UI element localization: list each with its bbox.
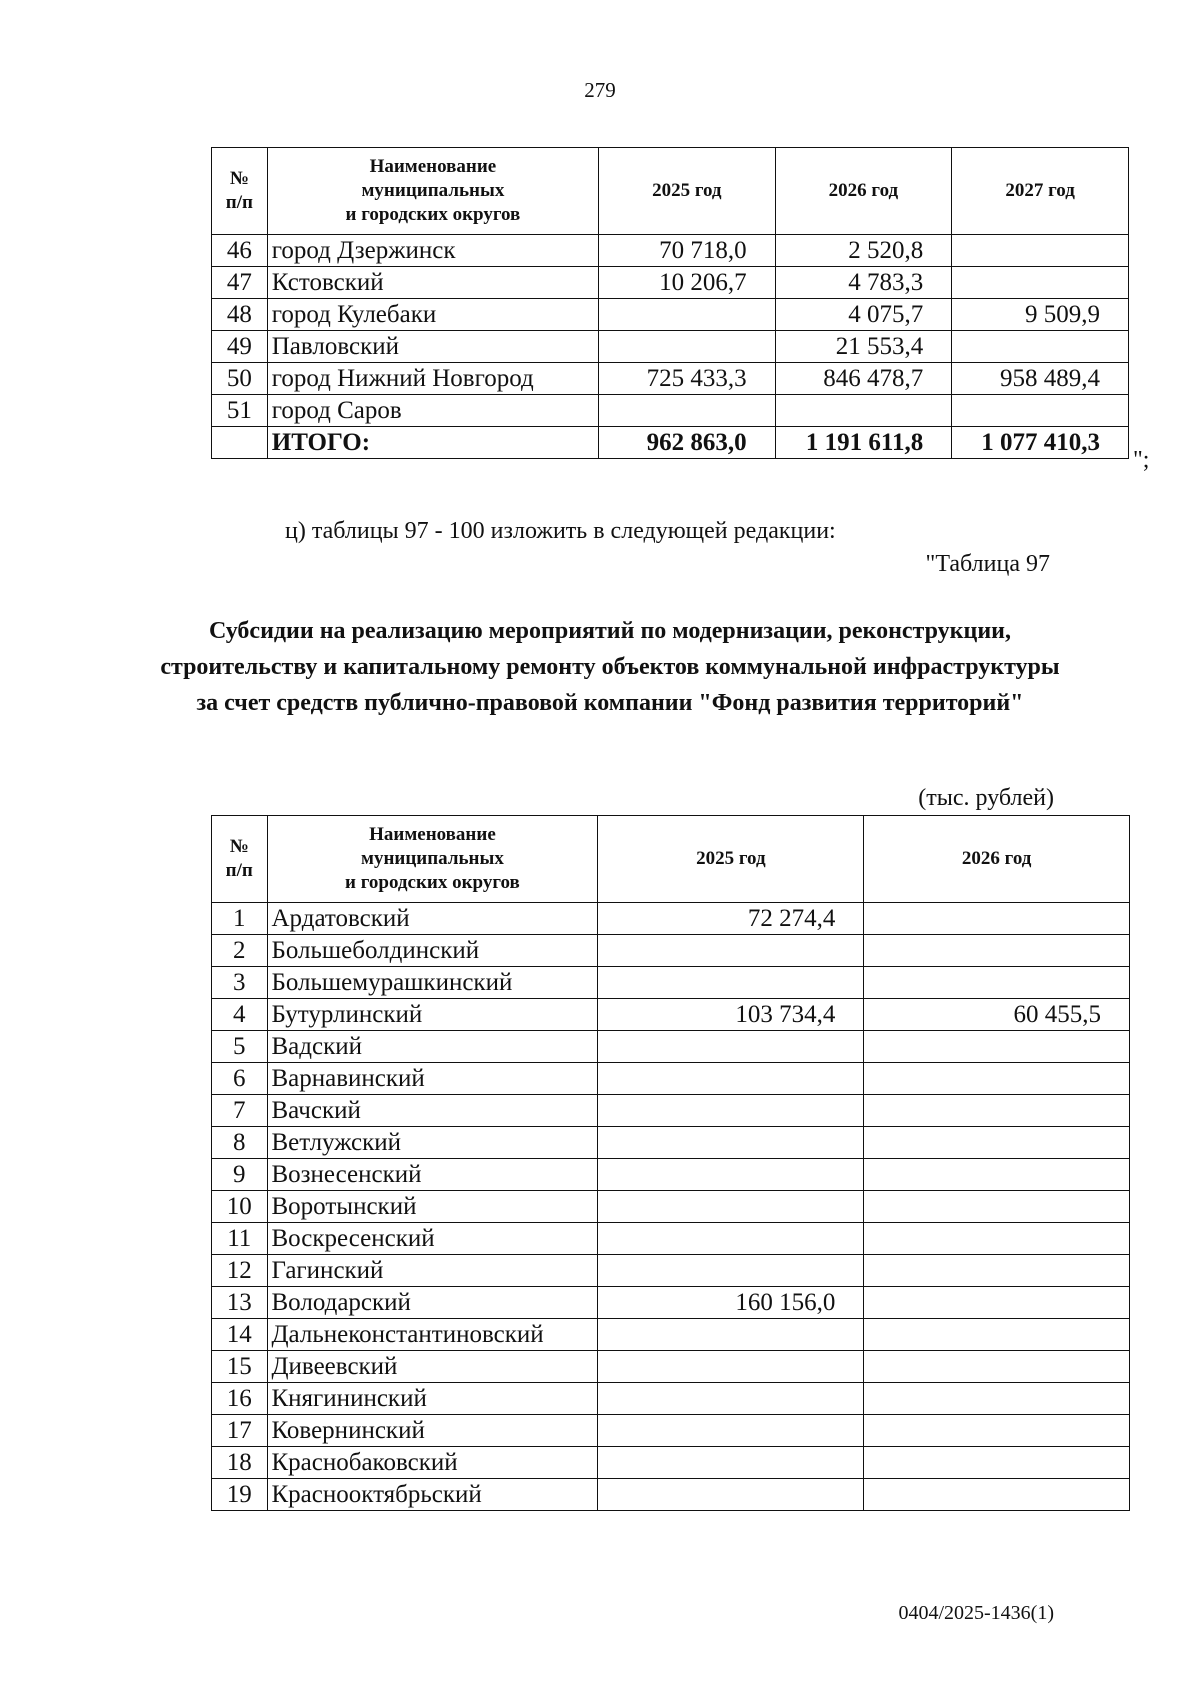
table-row [212, 1287, 1130, 1319]
value-2026 [864, 1319, 1130, 1351]
municipality-name: Бутурлинский [267, 999, 598, 1031]
col-name-header [267, 148, 598, 235]
municipality-name: город Кулебаки [267, 299, 598, 331]
table-row [212, 299, 1129, 331]
value-2025: 103 734,4 [598, 999, 864, 1031]
col-number-header [212, 816, 268, 903]
table-row [212, 267, 1129, 299]
col-name-label: Наименование муниципальных и городских округов [345, 824, 520, 893]
table-row [212, 1223, 1130, 1255]
value-2025 [599, 331, 776, 363]
value-2026: 846 478,7 [775, 363, 952, 395]
row-number: 51 [212, 395, 268, 427]
units-label: (тыс. рублей) [918, 785, 1054, 811]
table-row [212, 903, 1130, 935]
table-row [212, 363, 1129, 395]
municipality-name: Вачский [267, 1095, 598, 1127]
municipality-name: Краснобаковский [267, 1447, 598, 1479]
value-2025 [598, 1095, 864, 1127]
value-2026 [864, 1447, 1130, 1479]
value-2027 [952, 395, 1129, 427]
value-2025 [598, 1127, 864, 1159]
value-2025: 72 274,4 [598, 903, 864, 935]
total-2025: 962 863,0 [599, 427, 776, 459]
value-2026 [864, 1127, 1130, 1159]
col-number-header [212, 148, 268, 235]
municipality-name: Дивеевский [267, 1351, 598, 1383]
subsidy-table-97 [211, 815, 1130, 1511]
table-row [212, 1351, 1130, 1383]
value-2025 [598, 1031, 864, 1063]
table-row [212, 1415, 1130, 1447]
value-2025 [598, 967, 864, 999]
table-row [212, 1159, 1130, 1191]
table-row [212, 331, 1129, 363]
value-2025 [598, 935, 864, 967]
page-number: 279 [584, 78, 616, 102]
row-number: 3 [212, 967, 268, 999]
value-2025 [599, 299, 776, 331]
value-2025 [598, 1351, 864, 1383]
col-number-label: № п/п [225, 836, 253, 881]
value-2026 [864, 1351, 1130, 1383]
table-header-row [212, 148, 1129, 235]
table-label: "Таблица 97 [925, 551, 1050, 577]
municipality-name: Гагинский [267, 1255, 598, 1287]
row-number: 19 [212, 1479, 268, 1511]
value-2026 [864, 1191, 1130, 1223]
row-number: 15 [212, 1351, 268, 1383]
table-row [212, 235, 1129, 267]
col-2026-label: 2026 год [828, 180, 899, 201]
value-2026 [864, 967, 1130, 999]
municipality-name: Дальнеконстантиновский [267, 1319, 598, 1351]
table-row [212, 1031, 1130, 1063]
municipality-name: Воротынский [267, 1191, 598, 1223]
row-number: 50 [212, 363, 268, 395]
row-number: 13 [212, 1287, 268, 1319]
row-number: 1 [212, 903, 268, 935]
col-2026-header [775, 148, 952, 235]
col-name-header [267, 816, 598, 903]
value-2026 [864, 1223, 1130, 1255]
value-2025 [598, 1223, 864, 1255]
municipality-name: Ветлужский [267, 1127, 598, 1159]
total-number-cell [212, 427, 268, 459]
value-2025 [598, 1319, 864, 1351]
row-number: 8 [212, 1127, 268, 1159]
value-2026 [864, 1255, 1130, 1287]
value-2025 [599, 395, 776, 427]
value-2025 [598, 1415, 864, 1447]
table-row [212, 935, 1130, 967]
row-number: 11 [212, 1223, 268, 1255]
value-2025: 70 718,0 [599, 235, 776, 267]
value-2025 [598, 1159, 864, 1191]
value-2027 [952, 235, 1129, 267]
value-2026 [864, 1287, 1130, 1319]
municipality-name: Павловский [267, 331, 598, 363]
municipality-name: Княгининский [267, 1383, 598, 1415]
value-2027 [952, 267, 1129, 299]
value-2025 [598, 1255, 864, 1287]
table-row [212, 1479, 1130, 1511]
table-row [212, 999, 1130, 1031]
municipality-name: Варнавинский [267, 1063, 598, 1095]
value-2026: 4 075,7 [775, 299, 952, 331]
value-2026 [864, 1159, 1130, 1191]
total-2027: 1 077 410,3 [952, 427, 1129, 459]
row-number: 17 [212, 1415, 268, 1447]
col-2025-label: 2025 год [696, 848, 766, 869]
row-number: 4 [212, 999, 268, 1031]
value-2027 [952, 331, 1129, 363]
col-2026-label: 2026 год [961, 848, 1032, 869]
row-number: 5 [212, 1031, 268, 1063]
instruction-paragraph: ц) таблицы 97 - 100 изложить в следующей редакции: [285, 518, 836, 544]
col-2027-header [952, 148, 1129, 235]
value-2026 [864, 1479, 1130, 1511]
row-number: 18 [212, 1447, 268, 1479]
municipality-name: Воскресенский [267, 1223, 598, 1255]
table-row [212, 1255, 1130, 1287]
value-2026 [864, 903, 1130, 935]
row-number: 46 [212, 235, 268, 267]
municipality-name: Вадский [267, 1031, 598, 1063]
col-number-label: № п/п [225, 168, 253, 213]
value-2025 [598, 1063, 864, 1095]
col-2026-header [864, 816, 1130, 903]
row-number: 2 [212, 935, 268, 967]
document-code: 0404/2025-1436(1) [898, 1602, 1054, 1624]
row-number: 48 [212, 299, 268, 331]
row-number: 6 [212, 1063, 268, 1095]
municipality-name: Володарский [267, 1287, 598, 1319]
value-2025: 10 206,7 [599, 267, 776, 299]
value-2025 [598, 1479, 864, 1511]
value-2025: 725 433,3 [599, 363, 776, 395]
municipality-name: Большемурашкинский [267, 967, 598, 999]
value-2026: 4 783,3 [775, 267, 952, 299]
value-2026 [864, 1415, 1130, 1447]
subsidy-table-previous [211, 147, 1129, 459]
table-row [212, 1127, 1130, 1159]
row-number: 49 [212, 331, 268, 363]
value-2026 [864, 1095, 1130, 1127]
table-row [212, 1063, 1130, 1095]
row-number: 14 [212, 1319, 268, 1351]
value-2026 [864, 1383, 1130, 1415]
municipality-name: Вознесенский [267, 1159, 598, 1191]
closing-quote: "; [1133, 447, 1150, 473]
row-number: 47 [212, 267, 268, 299]
value-2026 [864, 1031, 1130, 1063]
row-number: 7 [212, 1095, 268, 1127]
table-row [212, 395, 1129, 427]
value-2026: 60 455,5 [864, 999, 1130, 1031]
value-2025 [598, 1383, 864, 1415]
row-number: 10 [212, 1191, 268, 1223]
value-2027: 958 489,4 [952, 363, 1129, 395]
value-2026 [864, 935, 1130, 967]
value-2027: 9 509,9 [952, 299, 1129, 331]
table-row [212, 1447, 1130, 1479]
value-2025: 160 156,0 [598, 1287, 864, 1319]
col-2027-label: 2027 год [1005, 180, 1075, 201]
municipality-name: Кстовский [267, 267, 598, 299]
table-row [212, 1319, 1130, 1351]
value-2025 [598, 1191, 864, 1223]
total-label: ИТОГО: [267, 427, 598, 459]
col-name-label: Наименование муниципальных и городских округов [345, 156, 521, 225]
municipality-name: город Нижний Новгород [267, 363, 598, 395]
total-row [212, 427, 1129, 459]
col-2025-header [599, 148, 776, 235]
table-row [212, 1383, 1130, 1415]
value-2026 [775, 395, 952, 427]
value-2025 [598, 1447, 864, 1479]
table-row [212, 1191, 1130, 1223]
row-number: 16 [212, 1383, 268, 1415]
row-number: 9 [212, 1159, 268, 1191]
value-2026 [864, 1063, 1130, 1095]
value-2026: 21 553,4 [775, 331, 952, 363]
table-row [212, 1095, 1130, 1127]
table-header-row [212, 816, 1130, 903]
col-2025-header [598, 816, 864, 903]
municipality-name: город Саров [267, 395, 598, 427]
municipality-name: Ардатовский [267, 903, 598, 935]
table-row [212, 967, 1130, 999]
municipality-name: город Дзержинск [267, 235, 598, 267]
value-2026: 2 520,8 [775, 235, 952, 267]
total-2026: 1 191 611,8 [775, 427, 952, 459]
document-title: Субсидии на реализацию мероприятий по модернизации, реконструкции, строительству и капитальному ремонту объектов коммунальной инфраструктуры за счет средств публично-правовой компании "Фонд развития территорий" [160, 618, 1060, 716]
row-number: 12 [212, 1255, 268, 1287]
municipality-name: Краснооктябрьский [267, 1479, 598, 1511]
municipality-name: Ковернинский [267, 1415, 598, 1447]
col-2025-label: 2025 год [652, 180, 722, 201]
municipality-name: Большеболдинский [267, 935, 598, 967]
